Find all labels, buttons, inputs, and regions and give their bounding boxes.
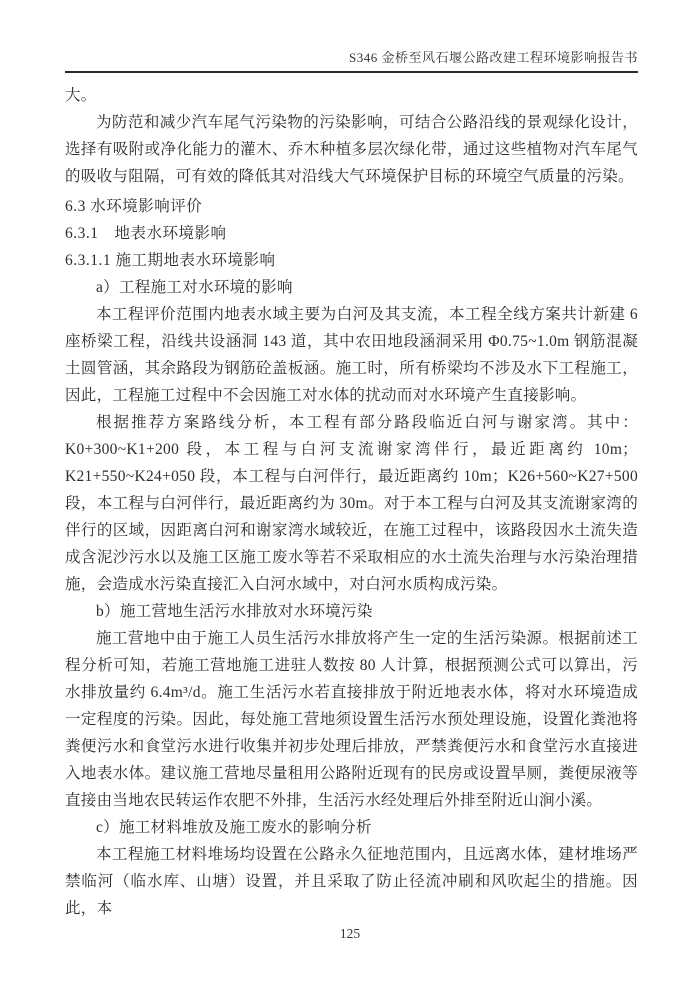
paragraph-construction-water-impact: 本工程评价范围内地表水域主要为白河及其支流，本工程全线方案共计新建 6 座桥梁工程，沿线共设涵洞 143 道，其中农田地段涵洞采用 Φ0.75~1.0m 钢筋混凝土圆管涵，其余路段为钢筋砼盖板涵。施工时，所有桥梁均不涉及水下工程施工，因此，工程施工过程中不会因施工对水体的扰动而对水环境产生直接影响。	[65, 306, 638, 404]
paragraph-route-analysis: 根据推荐方案路线分析，本工程有部分路段临近白河与谢家湾。其中：K0+300~K1+200 段，本工程与白河支流谢家湾伴行，最近距离约 10m；K21+550~K24+050 段，本工程与白河伴行，最近距离约 10m；K26+560~K27+500 段，本工程与白河伴行，最近距离约为 30m。对于本工程与白河及其支流谢家湾的伴行的区域，因距离白河和谢家湾水域较近，在施工过程中，该路段因水土流失造成含泥沙污水以及施工区施工废水等若不采取相应的水土流失治理与水污染治理措施，会造成水污染直接汇入白河水域中，对白河水质构成污染。	[65, 414, 638, 593]
page-number: 125	[339, 926, 361, 941]
subsection-heading-6-3-1-1: 6.3.1.1 施工期地表水环境影响	[65, 252, 276, 269]
page-footer	[0, 926, 700, 942]
document-content	[65, 82, 638, 922]
header-title: S346 金桥至风石堰公路改建工程环境影响报告书	[349, 50, 638, 65]
subsection-heading-6-3-1: 6.3.1 地表水环境影响	[65, 225, 227, 242]
paragraph-air-pollution-mitigation: 为防范和减少汽车尾气污染物的污染影响，可结合公路沿线的景观绿化设计，选择有吸附或净化能力的灌木、乔木种植多层次绿化带，通过这些植物对汽车尾气的吸收与阻隔，可有效的降低其对沿线大气环境保护目标的环境空气质量的污染。	[65, 114, 638, 185]
paragraph-material-stockpile: 本工程施工材料堆场均设置在公路永久征地范围内，且远离水体，建材堆场严禁临河（临水库、山塘）设置，并且采取了防止径流冲刷和风吹起尘的措施。因此，本	[65, 846, 638, 917]
paragraph-continuation: 大。	[65, 87, 97, 104]
page-header	[65, 50, 638, 66]
section-heading-6-3: 6.3 水环境影响评价	[65, 198, 203, 215]
header-rule	[65, 71, 638, 73]
list-item-b: b）施工营地生活污水排放对水环境污染	[96, 603, 373, 620]
list-item-a: a）工程施工对水环境的影响	[96, 279, 293, 296]
paragraph-camp-sewage: 施工营地中由于施工人员生活污水排放将产生一定的生活污染源。根据前述工程分析可知，若施工营地施工进驻人数按 80 人计算，根据预测公式可以算出，污水排放量约 6.4m³/d。施工生活污水若直接排放于附近地表水体，将对水环境造成一定程度的污染。因此，每处施工营地须设置生活污水预处理设施，设置化粪池将粪便污水和食堂污水进行收集并初步处理后排放，严禁粪便污水和食堂污水直接进入地表水体。建议施工营地尽量租用公路附近现有的民房或设置旱厕，粪便尿液等直接由当地农民转运作农肥不外排，生活污水经处理后外排至附近山涧小溪。	[65, 630, 638, 809]
list-item-c: c）施工材料堆放及施工废水的影响分析	[96, 819, 372, 836]
